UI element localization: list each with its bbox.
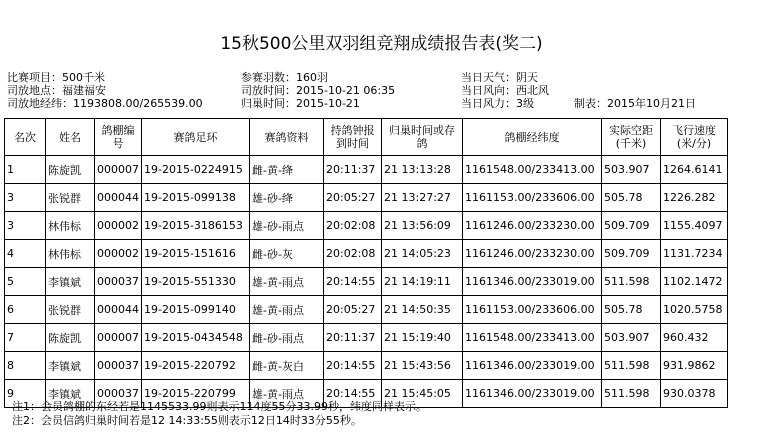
cell-bird-info: 雄-砂-绛: [250, 184, 324, 212]
results-table: [4, 118, 728, 408]
cell-coordinates: 1161246.00/233230.00: [463, 212, 602, 240]
cell-bird-info: 雄-砂-雨点: [250, 212, 324, 240]
cell-coordinates: 1161548.00/233413.00: [463, 156, 602, 184]
cell-distance: 511.598: [602, 352, 661, 380]
cell-speed: 931.9862: [661, 352, 728, 380]
cell-rank: 1: [5, 156, 46, 184]
col-header-clock-time: 持鸽钟报到时间: [324, 119, 382, 156]
cell-ring: 19-2015-220799: [142, 380, 250, 408]
cell-distance: 511.598: [602, 380, 661, 408]
cell-loft-id: 000037: [95, 380, 142, 408]
table-row: [5, 212, 728, 240]
cell-speed: 1264.6141: [661, 156, 728, 184]
cell-bird-info: 雄-黄-雨点: [250, 380, 324, 408]
cell-distance: 503.907: [602, 156, 661, 184]
footnote-2: 注2：会员信鸽归巢时间若是12 14:33:55则表示12日14时33分55秒。: [12, 414, 362, 427]
cell-rank: 8: [5, 352, 46, 380]
cell-rank: 4: [5, 240, 46, 268]
release-location: 司放地点：福建福安: [7, 84, 106, 97]
cell-ring: 19-2015-099140: [142, 296, 250, 324]
col-header-name: 姓名: [46, 119, 95, 156]
cell-name: 林伟标: [46, 212, 95, 240]
cell-loft-id: 000002: [95, 240, 142, 268]
cell-bird-info: 雄-黄-雨点: [250, 296, 324, 324]
col-header-distance: 实际空距(千米): [602, 119, 661, 156]
cell-bird-info: 雌-砂-灰: [250, 240, 324, 268]
cell-name: 张锐群: [46, 296, 95, 324]
cell-clock-time: 20:14:55: [324, 268, 382, 296]
cell-clock-time: 20:05:27: [324, 184, 382, 212]
wind-direction: 当日风向：西北风: [461, 84, 549, 97]
cell-bird-info: 雌-黄-灰白: [250, 352, 324, 380]
cell-name: 张锐群: [46, 184, 95, 212]
cell-coordinates: 1161153.00/233606.00: [463, 296, 602, 324]
table-row: [5, 184, 728, 212]
cell-name: 李镇斌: [46, 268, 95, 296]
cell-clock-time: 20:11:37: [324, 156, 382, 184]
wind-force: 当日风力：3级: [461, 97, 534, 110]
cell-rank: 9: [5, 380, 46, 408]
cell-speed: 1020.5758: [661, 296, 728, 324]
cell-loft-id: 000037: [95, 268, 142, 296]
cell-distance: 503.907: [602, 324, 661, 352]
footnotes: [12, 400, 427, 428]
col-header-bird-info: 赛鸽资料: [250, 119, 324, 156]
cell-clock-time: 20:02:08: [324, 212, 382, 240]
cell-return-time: 21 14:05:23: [382, 240, 463, 268]
cell-name: 李镇斌: [46, 380, 95, 408]
cell-speed: 930.0378: [661, 380, 728, 408]
race-info-left: [7, 71, 203, 110]
cell-rank: 3: [5, 184, 46, 212]
cell-return-time: 21 13:27:27: [382, 184, 463, 212]
table-row: [5, 324, 728, 352]
table-row: [5, 268, 728, 296]
cell-clock-time: 20:14:55: [324, 352, 382, 380]
cell-clock-time: 20:02:08: [324, 240, 382, 268]
cell-return-time: 21 15:19:40: [382, 324, 463, 352]
cell-ring: 19-2015-551330: [142, 268, 250, 296]
cell-coordinates: 1161346.00/233019.00: [463, 352, 602, 380]
cell-loft-id: 000037: [95, 352, 142, 380]
table-row: [5, 240, 728, 268]
col-header-loft-id: 鸽棚编号: [95, 119, 142, 156]
cell-rank: 5: [5, 268, 46, 296]
table-row: [5, 296, 728, 324]
cell-distance: 511.598: [602, 268, 661, 296]
cell-name: 李镇斌: [46, 352, 95, 380]
cell-distance: 509.709: [602, 212, 661, 240]
cell-speed: 1131.7234: [661, 240, 728, 268]
race-info-right: [461, 71, 549, 110]
cell-ring: 19-2015-0224915: [142, 156, 250, 184]
race-info-mid: [241, 71, 395, 110]
col-header-return-time: 归巢时间或存鸽: [382, 119, 463, 156]
cell-ring: 19-2015-3186153: [142, 212, 250, 240]
cell-speed: 1102.1472: [661, 268, 728, 296]
cell-name: 陈旋凯: [46, 156, 95, 184]
cell-ring: 19-2015-099138: [142, 184, 250, 212]
cell-clock-time: 20:11:37: [324, 324, 382, 352]
cell-coordinates: 1161153.00/233606.00: [463, 184, 602, 212]
cell-loft-id: 000007: [95, 324, 142, 352]
return-date: 归巢时间：2015-10-21: [241, 97, 360, 110]
footnote-1: 注1：会员鸽棚的东经若是1145533.99则表示114度55分33.99秒，纬度同样表示。: [12, 400, 427, 413]
cell-return-time: 21 13:56:09: [382, 212, 463, 240]
table-row: [5, 156, 728, 184]
report-title: 15秋500公里双羽组竞翔成绩报告表(奖二): [220, 34, 543, 54]
weather: 当日天气：阴天: [461, 71, 538, 84]
cell-clock-time: 20:14:55: [324, 380, 382, 408]
cell-distance: 505.78: [602, 296, 661, 324]
entry-count: 参赛羽数：160羽: [241, 71, 328, 84]
table-row: [5, 352, 728, 380]
cell-speed: 960.432: [661, 324, 728, 352]
cell-return-time: 21 14:19:11: [382, 268, 463, 296]
col-header-rank: 名次: [5, 119, 46, 156]
cell-return-time: 21 13:13:28: [382, 156, 463, 184]
cell-loft-id: 000044: [95, 296, 142, 324]
table-date: 制表：2015年10月21日: [574, 97, 696, 110]
cell-coordinates: 1161246.00/233230.00: [463, 240, 602, 268]
cell-name: 陈旋凯: [46, 324, 95, 352]
cell-bird-info: 雌-砂-雨点: [250, 324, 324, 352]
cell-clock-time: 20:05:27: [324, 296, 382, 324]
cell-speed: 1155.4097: [661, 212, 728, 240]
cell-distance: 505.78: [602, 184, 661, 212]
cell-rank: 7: [5, 324, 46, 352]
cell-rank: 6: [5, 296, 46, 324]
release-time: 司放时间：2015-10-21 06:35: [241, 84, 396, 97]
cell-ring: 19-2015-151616: [142, 240, 250, 268]
cell-bird-info: 雄-黄-雨点: [250, 268, 324, 296]
cell-return-time: 21 15:43:56: [382, 352, 463, 380]
col-header-coordinates: 鸽棚经纬度: [463, 119, 602, 156]
cell-ring: 19-2015-0434548: [142, 324, 250, 352]
race-item: 比赛项目：500千米: [7, 71, 105, 84]
col-header-speed: 飞行速度(米/分): [661, 119, 728, 156]
cell-return-time: 21 14:50:35: [382, 296, 463, 324]
cell-loft-id: 000002: [95, 212, 142, 240]
table-header-row: [5, 119, 728, 156]
cell-coordinates: 1161346.00/233019.00: [463, 268, 602, 296]
cell-ring: 19-2015-220792: [142, 352, 250, 380]
cell-bird-info: 雌-黄-绛: [250, 156, 324, 184]
cell-return-time: 21 15:45:05: [382, 380, 463, 408]
cell-loft-id: 000044: [95, 184, 142, 212]
cell-name: 林伟标: [46, 240, 95, 268]
col-header-ring: 赛鸽足环: [142, 119, 250, 156]
cell-loft-id: 000007: [95, 156, 142, 184]
cell-rank: 3: [5, 212, 46, 240]
cell-coordinates: 1161548.00/233413.00: [463, 324, 602, 352]
release-coordinates: 司放地经纬：1193808.00/265539.00: [7, 97, 203, 110]
cell-coordinates: 1161346.00/233019.00: [463, 380, 602, 408]
cell-distance: 509.709: [602, 240, 661, 268]
cell-speed: 1226.282: [661, 184, 728, 212]
